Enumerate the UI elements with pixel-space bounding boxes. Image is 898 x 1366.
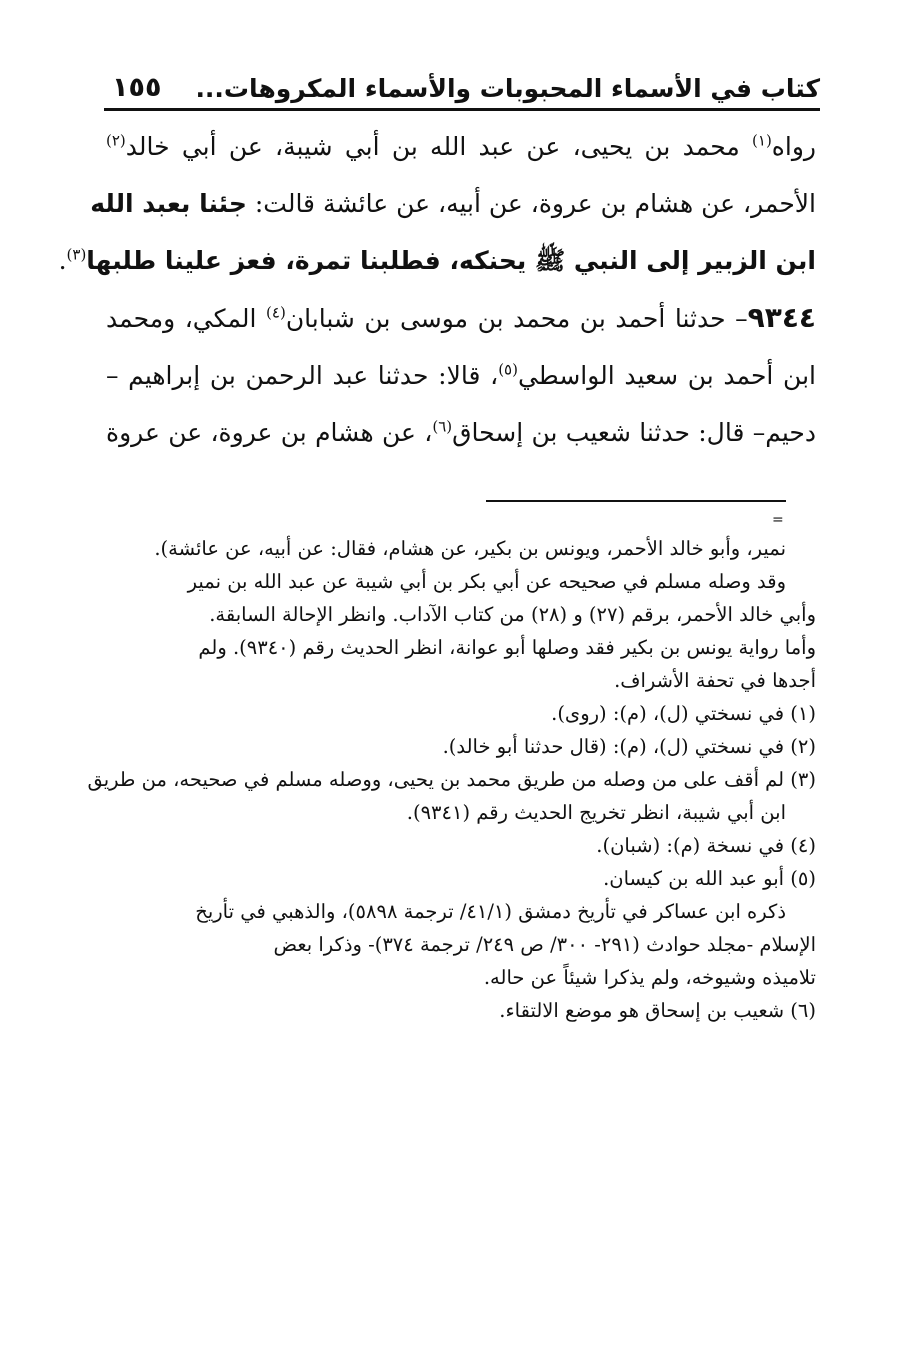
footnote-3: (٣) لم أقف على من وصله من طريق محمد بن يحيى، ووصله مسلم في صحيحه، من طريق <box>87 768 816 791</box>
header-title: كتاب في الأسماء المحبوبات والأسماء المكروهات... <box>195 74 820 103</box>
main-line-6 <box>106 404 816 461</box>
main-line-3 <box>58 232 816 289</box>
footnote-1: (١) في نسختي (ل)، (م): (روى). <box>551 702 816 725</box>
text-segment: – حدثنا أحمد بن محمد بن موسى بن شبابان <box>285 304 748 333</box>
main-line-1 <box>106 118 816 175</box>
text-segment: دحيم– قال: حدثنا شعيب بن إسحاق <box>452 418 816 447</box>
footnote-continued-line: أجدها في تحفة الأشراف. <box>614 669 816 692</box>
text-segment: الأحمر، عن هشام بن عروة، عن أبيه، عن عائشة قالت: <box>246 189 816 218</box>
header-rule <box>104 108 820 111</box>
footnote-ref-5[interactable]: (٥) <box>498 360 518 379</box>
footnote-separator <box>486 500 786 502</box>
footnote-6: (٦) شعيب بن إسحاق هو موضع الالتقاء. <box>499 999 816 1022</box>
footnote-5-bio-line: ذكره ابن عساكر في تأريخ دمشق (٤١/١/ ترجمة ٥٨٩٨)، والذهبي في تأريخ <box>195 900 786 923</box>
text-segment: ، قالا: حدثنا عبد الرحمن بن إبراهيم – <box>106 361 499 390</box>
text-segment: محمد بن يحيى، عن عبد الله بن أبي شيبة، عن أبي خالد <box>125 132 753 161</box>
text-segment: رواه <box>771 132 816 161</box>
continuation-mark: = <box>772 512 784 528</box>
text-segment: ابن أحمد بن سعيد الواسطي <box>517 361 816 390</box>
main-text <box>58 118 816 461</box>
hadith-number: ٩٣٤٤ <box>747 301 816 334</box>
running-header <box>104 72 820 106</box>
text-segment: المكي، ومحمد <box>106 304 267 333</box>
footnote-2: (٢) في نسختي (ل)، (م): (قال حدثنا أبو خالد). <box>442 735 816 758</box>
footnote-ref-4[interactable]: (٤) <box>266 303 286 322</box>
footnote-ref-6[interactable]: (٦) <box>432 417 453 436</box>
page-number: ١٥٥ <box>112 72 162 103</box>
footnote-ref-2[interactable]: (٢) <box>106 131 126 150</box>
footnote-5-bio-line: الإسلام -مجلد حوادث (٢٩١- ٣٠٠/ ص ٢٤٩/ ترجمة ٣٧٤)- وذكرا بعض <box>273 933 816 956</box>
footnotes <box>87 532 816 1027</box>
footnote-continued-line: نمير، وأبو خالد الأحمر، ويونس بن بكير، عن هشام، فقال: عن أبيه، عن عائشة). <box>154 537 786 560</box>
footnote-continued-line: وأبي خالد الأحمر، برقم (٢٧) و (٢٨) من كتاب الآداب. وانظر الإحالة السابقة. <box>209 603 816 626</box>
footnote-ref-3[interactable]: (٣) <box>66 245 87 264</box>
footnote-ref-1[interactable]: (١) <box>752 131 772 150</box>
bold-text-segment: جئنا بعبد الله <box>90 189 247 218</box>
footnote-4: (٤) في نسخة (م): (شبان). <box>596 834 816 857</box>
text-segment: ، عن هشام بن عروة، عن عروة <box>106 418 433 447</box>
main-line-5 <box>106 347 816 404</box>
footnote-continued-line: وقد وصله مسلم في صحيحه عن أبي بكر بن أبي شيبة عن عبد الله بن نمير <box>187 570 786 593</box>
main-line-4 <box>106 289 816 347</box>
bold-text-segment: ابن الزبير إلى النبي ﷺ يحنكه، فطلبنا تمرة، فعز علينا طلبها <box>86 246 816 275</box>
footnote-5-bio-line: تلاميذه وشيوخه، ولم يذكرا شيئاً عن حاله. <box>483 966 816 989</box>
footnote-continued-line: وأما رواية يونس بن بكير فقد وصلها أبو عوانة، انظر الحديث رقم (٩٣٤٠). ولم <box>198 636 816 659</box>
main-line-2 <box>90 175 816 232</box>
text-segment: . <box>58 246 67 275</box>
footnote-3-continued: ابن أبي شيبة، انظر تخريج الحديث رقم (٩٣٤١). <box>406 801 786 824</box>
footnote-5: (٥) أبو عبد الله بن كيسان. <box>603 867 816 890</box>
